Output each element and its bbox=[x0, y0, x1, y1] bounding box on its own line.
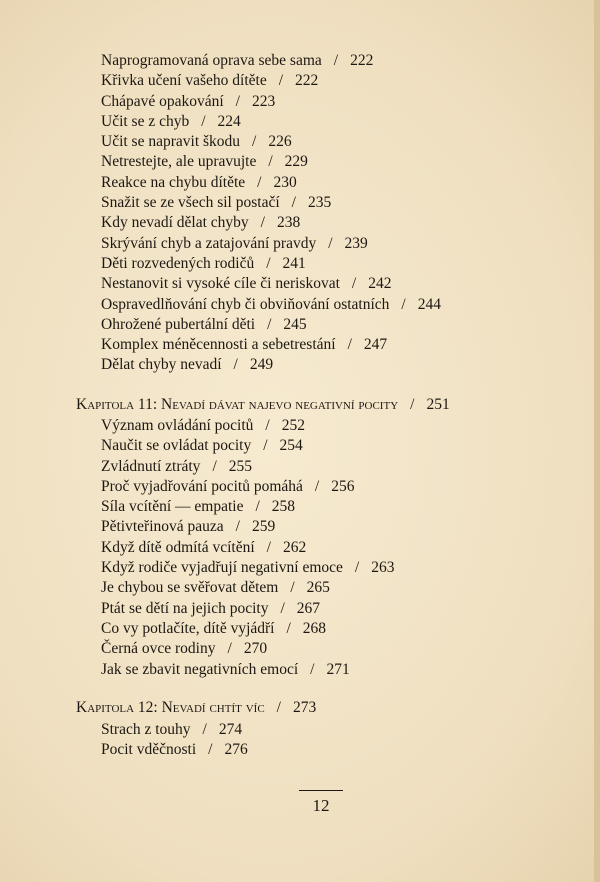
entry-title: Skrývání chyb a zatajování pravdy bbox=[101, 234, 317, 252]
toc-entry bbox=[101, 619, 394, 639]
entry-page: 256 bbox=[331, 477, 355, 495]
entry-title: Ohrožené pubertální děti bbox=[101, 315, 256, 333]
separator: / bbox=[333, 52, 339, 69]
chapter-page: 273 bbox=[292, 699, 317, 716]
toc-entry bbox=[101, 355, 441, 375]
entry-title: Význam ovládání pocitů bbox=[101, 417, 254, 434]
entry-title: Reakce na chybu dítěte bbox=[101, 173, 246, 191]
chapter-title: Kapitola 12: Nevadí chtít víc bbox=[76, 699, 265, 716]
entry-title: Černá ovce rodiny bbox=[101, 640, 216, 658]
entry-page: 271 bbox=[326, 660, 350, 678]
entry-title: Ptát se dětí na jejich pocity bbox=[101, 599, 269, 617]
separator: / bbox=[410, 396, 415, 413]
entry-page: 263 bbox=[371, 559, 395, 577]
entry-title: Co vy potlačíte, dítě vyjádří bbox=[101, 619, 275, 637]
separator: / bbox=[280, 599, 285, 617]
separator: / bbox=[347, 336, 352, 354]
entry-page: 276 bbox=[224, 741, 248, 759]
toc-entry bbox=[101, 71, 441, 91]
entry-page: 258 bbox=[271, 498, 296, 516]
toc-entry bbox=[101, 152, 441, 172]
entry-page: 274 bbox=[218, 721, 243, 738]
separator: / bbox=[257, 173, 262, 191]
entry-page: 235 bbox=[307, 194, 332, 212]
toc-entry bbox=[101, 720, 248, 740]
toc-entry bbox=[101, 234, 441, 254]
entry-page: 270 bbox=[243, 640, 268, 658]
separator: / bbox=[314, 477, 320, 495]
entry-page: 254 bbox=[279, 437, 303, 455]
toc-entry bbox=[101, 173, 441, 193]
toc-entry bbox=[101, 112, 441, 132]
entry-page: 255 bbox=[228, 457, 252, 475]
toc-entry bbox=[101, 193, 441, 213]
entry-page: 239 bbox=[344, 234, 368, 252]
entry-title: Naprogramovaná oprava sebe sama bbox=[101, 52, 322, 69]
separator: / bbox=[266, 538, 271, 556]
entry-page: 265 bbox=[306, 579, 330, 597]
separator: / bbox=[233, 356, 238, 374]
separator: / bbox=[328, 234, 333, 252]
toc-entry bbox=[101, 517, 394, 537]
separator: / bbox=[276, 699, 281, 716]
chapter-page: 251 bbox=[426, 396, 450, 413]
separator: / bbox=[235, 92, 240, 110]
entry-page: 242 bbox=[368, 275, 392, 293]
toc-entry bbox=[101, 639, 394, 659]
separator: / bbox=[265, 417, 270, 434]
entry-title: Je chybou se svěřovat dětem bbox=[101, 579, 279, 597]
entry-title: Proč vyjadřování pocitů pomáhá bbox=[101, 477, 303, 495]
separator: / bbox=[255, 498, 260, 516]
entry-title: Křivka učení vašeho dítěte bbox=[101, 72, 267, 90]
separator: / bbox=[278, 72, 284, 90]
entry-page: 229 bbox=[284, 153, 308, 171]
separator: / bbox=[212, 457, 217, 475]
entry-title: Netrestejte, ale upravujte bbox=[101, 153, 257, 171]
entry-page: 222 bbox=[350, 52, 374, 69]
chapter-12-heading bbox=[76, 698, 316, 718]
toc-entry bbox=[101, 578, 394, 598]
toc-entry bbox=[101, 335, 441, 355]
toc-entry bbox=[101, 599, 394, 619]
entry-title: Děti rozvedených rodičů bbox=[101, 254, 255, 272]
entry-page: 226 bbox=[268, 133, 292, 151]
toc-entry bbox=[101, 436, 394, 456]
separator: / bbox=[235, 518, 240, 536]
toc-entry bbox=[101, 558, 394, 578]
page-number: 12 bbox=[312, 796, 330, 815]
separator: / bbox=[286, 619, 291, 637]
entry-page: 222 bbox=[295, 72, 319, 90]
toc-list-chapter-12 bbox=[101, 720, 248, 761]
entry-title: Učit se z chyb bbox=[101, 112, 190, 130]
entry-page: 249 bbox=[249, 356, 274, 374]
entry-title: Strach z touhy bbox=[101, 721, 191, 738]
entry-page: 223 bbox=[251, 92, 276, 110]
entry-page: 262 bbox=[282, 538, 307, 556]
separator: / bbox=[252, 133, 257, 151]
entry-title: Když rodiče vyjadřují negativní emoce bbox=[101, 559, 343, 577]
entry-title: Pětivteřinová pauza bbox=[101, 518, 224, 536]
separator: / bbox=[310, 660, 315, 678]
page-edge bbox=[594, 0, 600, 882]
toc-entry bbox=[101, 315, 441, 335]
toc-entry bbox=[101, 457, 394, 477]
toc-entry bbox=[101, 538, 394, 558]
toc-entry bbox=[101, 132, 441, 152]
entry-page: 267 bbox=[296, 599, 321, 617]
separator: / bbox=[202, 721, 207, 738]
toc-list-chapter-11 bbox=[101, 416, 394, 680]
entry-title: Naučit se ovládat pocity bbox=[101, 437, 252, 455]
toc-list-intro bbox=[101, 51, 441, 376]
toc-entry bbox=[101, 416, 394, 436]
entry-title: Pocit vděčnosti bbox=[101, 741, 197, 759]
entry-title: Snažit se ze všech sil postačí bbox=[101, 194, 280, 212]
separator: / bbox=[263, 437, 268, 455]
separator: / bbox=[351, 275, 357, 293]
toc-entry bbox=[101, 92, 441, 112]
separator: / bbox=[268, 153, 273, 171]
toc-entry bbox=[101, 660, 394, 680]
toc-entry bbox=[101, 213, 441, 233]
entry-title: Nestanovit si vysoké cíle či neriskovat bbox=[101, 275, 340, 293]
separator: / bbox=[227, 640, 232, 658]
toc-entry bbox=[101, 477, 394, 497]
entry-title: Když dítě odmítá vcítění bbox=[101, 538, 255, 556]
separator: / bbox=[266, 254, 271, 272]
entry-title: Dělat chyby nevadí bbox=[101, 356, 222, 374]
separator: / bbox=[208, 741, 213, 759]
toc-entry bbox=[101, 295, 441, 315]
separator: / bbox=[291, 194, 296, 212]
entry-page: 268 bbox=[302, 619, 327, 637]
chapter-title: Kapitola 11: Nevadí dávat najevo negativní pocity bbox=[76, 396, 399, 413]
entry-title: Síla vcítění — empatie bbox=[101, 498, 244, 516]
separator: / bbox=[290, 579, 295, 597]
toc-entry bbox=[101, 497, 394, 517]
entry-page: 224 bbox=[217, 112, 241, 130]
chapter-11-heading bbox=[76, 395, 450, 415]
entry-page: 244 bbox=[417, 295, 441, 313]
toc-entry bbox=[101, 274, 441, 294]
entry-title: Chápavé opakování bbox=[101, 92, 224, 110]
entry-page: 238 bbox=[276, 214, 301, 232]
entry-title: Učit se napravit škodu bbox=[101, 133, 241, 151]
toc-entry bbox=[101, 51, 441, 71]
separator: / bbox=[267, 315, 272, 333]
entry-title: Jak se zbavit negativních emocí bbox=[101, 660, 299, 678]
entry-title: Komplex méněcennosti a sebetrestání bbox=[101, 336, 336, 354]
separator: / bbox=[201, 112, 206, 130]
entry-title: Ospravedlňování chyb či obviňování ostatních bbox=[101, 295, 390, 313]
entry-page: 245 bbox=[283, 315, 307, 333]
page-number-rule bbox=[299, 790, 343, 791]
separator: / bbox=[401, 295, 406, 313]
entry-title: Zvládnutí ztráty bbox=[101, 457, 201, 475]
toc-entry bbox=[101, 254, 441, 274]
entry-page: 247 bbox=[363, 336, 388, 354]
separator: / bbox=[260, 214, 265, 232]
separator: / bbox=[354, 559, 360, 577]
entry-title: Kdy nevadí dělat chyby bbox=[101, 214, 249, 232]
toc-entry bbox=[101, 740, 248, 760]
entry-page: 259 bbox=[251, 518, 276, 536]
entry-page: 252 bbox=[281, 417, 305, 434]
entry-page: 230 bbox=[273, 173, 297, 191]
entry-page: 241 bbox=[282, 254, 306, 272]
